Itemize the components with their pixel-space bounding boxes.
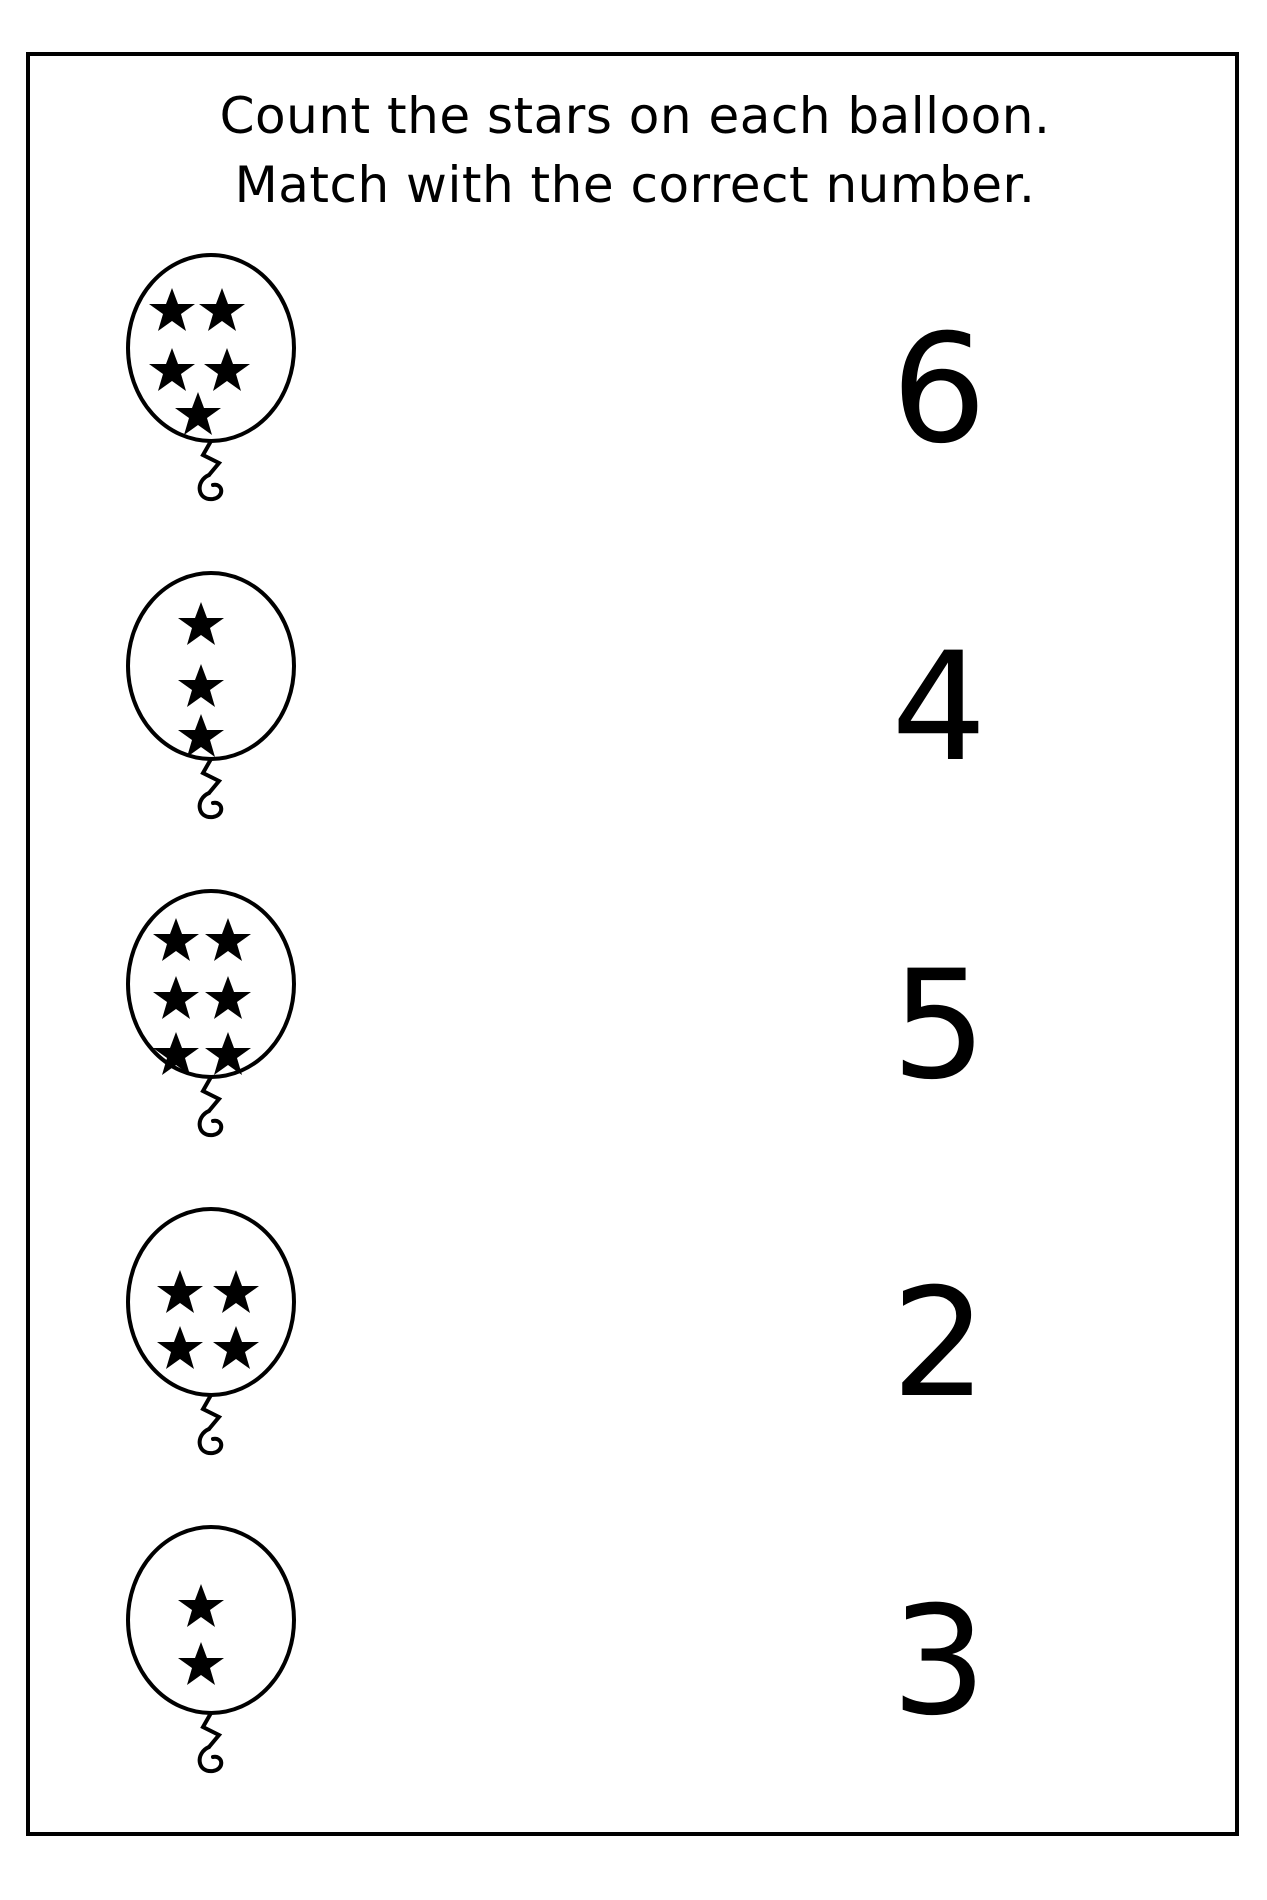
number-option[interactable] xyxy=(849,1512,1029,1812)
match-row xyxy=(26,1512,1239,1830)
match-row xyxy=(26,1194,1239,1512)
balloon-icon[interactable] xyxy=(106,876,336,1176)
match-row xyxy=(26,876,1239,1194)
balloon-icon[interactable] xyxy=(106,240,336,540)
number-option[interactable] xyxy=(849,1194,1029,1494)
balloon-icon[interactable] xyxy=(106,1512,336,1812)
number-label: 6 xyxy=(891,303,987,477)
instruction-line-1: Count the stars on each balloon. xyxy=(219,87,1051,145)
balloon-icon[interactable] xyxy=(106,558,336,858)
worksheet-instructions xyxy=(60,82,1210,220)
number-label: 5 xyxy=(891,939,987,1113)
match-row xyxy=(26,558,1239,876)
instruction-line-2: Match with the correct number. xyxy=(234,156,1036,214)
number-label: 3 xyxy=(891,1575,987,1749)
match-row xyxy=(26,240,1239,558)
number-label: 2 xyxy=(891,1257,987,1431)
number-option[interactable] xyxy=(849,876,1029,1176)
number-label: 4 xyxy=(891,621,987,795)
match-rows xyxy=(26,240,1239,1830)
number-option[interactable] xyxy=(849,558,1029,858)
number-option[interactable] xyxy=(849,240,1029,540)
balloon-icon[interactable] xyxy=(106,1194,336,1494)
